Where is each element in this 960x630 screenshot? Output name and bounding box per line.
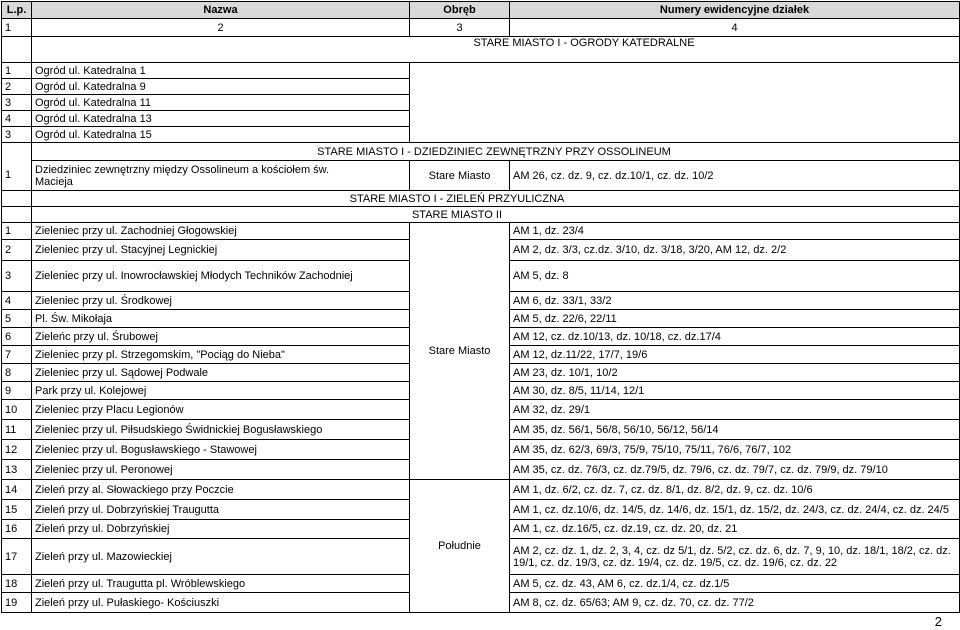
row-number: 11 [2, 420, 32, 440]
column-number: 3 [410, 19, 510, 37]
section-row [2, 37, 960, 63]
row-number: 2 [2, 79, 32, 95]
section-title: STARE MIASTO I - DZIEDZINIEC ZEWNĘTRZNY PRZY OSSOLINEUM [32, 143, 960, 161]
row-number: 4 [2, 111, 32, 127]
row-number: 1 [2, 161, 32, 191]
row-parcels: AM 5, dz. 22/6, 22/11 [510, 310, 960, 328]
row-parcels: AM 5, cz. dz. 43, AM 6, cz. dz.1/4, cz. dz.1/5 [510, 575, 960, 593]
row-number: 3 [2, 261, 32, 292]
row-parcels: AM 6, dz. 33/1, 33/2 [510, 292, 960, 310]
row-parcels: AM 1, cz. dz.10/6, dz. 14/5, dz. 14/6, dz. 15/1, dz. 15/2, dz. 24/3, cz. dz. 24/4, cz. dz. 24/5 [510, 500, 960, 520]
row-parcels: AM 35, dz. 62/3, 69/3, 75/9, 75/10, 75/11, 76/6, 76/7, 102 [510, 440, 960, 460]
page-number: 2 [934, 614, 942, 629]
parcels-table [1, 1, 960, 613]
header-parcels: Numery ewidencyjne działek [510, 2, 960, 19]
row-number: 5 [2, 310, 32, 328]
row-number: 8 [2, 364, 32, 382]
row-number: 17 [2, 539, 32, 575]
column-number: 2 [32, 19, 410, 37]
section-row [2, 191, 960, 207]
row-name: Park przy ul. Kolejowej [32, 382, 410, 400]
row-name: Zieleniec przy ul. Sądowej Podwale [32, 364, 410, 382]
header-name: Nazwa [32, 2, 410, 19]
column-number-row [2, 19, 960, 37]
row-parcels: AM 35, dz. 56/1, 56/8, 56/10, 56/12, 56/14 [510, 420, 960, 440]
row-number: 1 [2, 63, 32, 79]
row-name: Ogród ul. Katedralna 11 [32, 95, 410, 111]
row-number: 19 [2, 593, 32, 613]
row-parcels: AM 12, dz.11/22, 17/7, 19/6 [510, 346, 960, 364]
row-name: Ogród ul. Katedralna 9 [32, 79, 410, 95]
header-lp: L.p. [2, 2, 32, 19]
row-name: Zieleniec przy ul. Peronowej [32, 460, 410, 480]
precinct-stare-miasto: Stare Miasto [410, 223, 510, 480]
row-name: Dziedziniec zewnętrzny między Ossolineum a kościołem św. Macieja [32, 161, 410, 191]
row-number: 16 [2, 520, 32, 539]
row-name: Zieleńc przy ul. Śrubowej [32, 328, 410, 346]
section-title: STARE MIASTO I - ZIELEŃ PRZYULICZNA [32, 191, 960, 207]
row-number: 12 [2, 440, 32, 460]
row-name: Zieleniec przy pl. Strzegomskim, "Pociąg do Nieba" [32, 346, 410, 364]
section-row [2, 143, 960, 161]
row-name: Zieleniec przy ul. Stacyjnej Legnickiej [32, 240, 410, 261]
row-parcels: AM 30, dz. 8/5, 11/14, 12/1 [510, 382, 960, 400]
row-number: 1 [2, 223, 32, 240]
row-name: Zieleń przy al. Słowackiego przy Poczcie [32, 480, 410, 500]
row-parcels: AM 23, dz. 10/1, 10/2 [510, 364, 960, 382]
table-header-row [2, 2, 960, 19]
row-name: Zieleniec przy ul. Środkowej [32, 292, 410, 310]
row-parcels: AM 32, dz. 29/1 [510, 400, 960, 420]
row-name: Ogród ul. Katedralna 1 [32, 63, 410, 79]
column-number: 1 [2, 19, 32, 37]
row-number: 13 [2, 460, 32, 480]
row-precinct: Stare Miasto [410, 161, 510, 191]
section-row [2, 207, 960, 223]
row-parcels: AM 2, cz. dz. 1, dz. 2, 3, 4, cz. dz 5/1, dz. 5/2, cz. dz. 6, dz. 7, 9, 10, dz. 18/1, 18/2, cz. dz. 19/1, cz. dz. 19/3, cz. dz. 19/4, cz. dz. 19/5, cz. dz. 19/6, cz. dz. 22 [510, 539, 960, 575]
row-parcels: AM 1, dz. 6/2, cz. dz. 7, cz. dz. 8/1, dz. 8/2, dz. 9, cz. dz. 10/6 [510, 480, 960, 500]
row-name: Zieleniec przy ul. Bogusławskiego - Stawowej [32, 440, 410, 460]
row-name: Zieleń przy ul. Mazowieckiej [32, 539, 410, 575]
row-parcels: AM 5, dz. 8 [510, 261, 960, 292]
row-name: Ogród ul. Katedralna 13 [32, 111, 410, 127]
row-parcels: AM 26, cz. dz. 9, cz. dz.10/1, cz. dz. 10/2 [510, 161, 960, 191]
row-name: Zieleniec przy Placu Legionów [32, 400, 410, 420]
section-title: STARE MIASTO II [32, 207, 960, 223]
row-number: 7 [2, 346, 32, 364]
row-name: Zieleń przy ul. Dobrzyńskiej [32, 520, 410, 539]
row-number: 2 [2, 240, 32, 261]
row-parcels: AM 35, cz. dz. 76/3, cz. dz.79/5, dz. 79/6, cz. dz. 79/7, cz. dz. 79/9, dz. 79/10 [510, 460, 960, 480]
row-name: Zieleń przy ul. Dobrzyńskiej Traugutta [32, 500, 410, 520]
row-number: 10 [2, 400, 32, 420]
precinct-poludnie: Południe [410, 480, 510, 613]
row-number: 3 [2, 95, 32, 111]
row-name: Zieleniec przy ul. Zachodniej Głogowskiej [32, 223, 410, 240]
row-name: Zieleń przy ul. Traugutta pl. Wróblewskiego [32, 575, 410, 593]
header-precinct: Obręb [410, 2, 510, 19]
table-row [2, 63, 960, 79]
row-parcels: AM 12, cz. dz.10/13, dz. 10/18, cz. dz.17/4 [510, 328, 960, 346]
row-parcels: AM 1, cz. dz.16/5, cz. dz.19, cz. dz. 20, dz. 21 [510, 520, 960, 539]
row-number: 6 [2, 328, 32, 346]
row-number: 3 [2, 127, 32, 143]
column-number: 4 [510, 19, 960, 37]
table-row [2, 223, 960, 240]
row-number: 9 [2, 382, 32, 400]
row-name: Ogród ul. Katedralna 15 [32, 127, 410, 143]
table-row [2, 480, 960, 500]
row-parcels: AM 2, dz. 3/3, cz.dz. 3/10, dz. 3/18, 3/20, AM 12, dz. 2/2 [510, 240, 960, 261]
row-number: 4 [2, 292, 32, 310]
row-number: 14 [2, 480, 32, 500]
row-name: Pl. Św. Mikołaja [32, 310, 410, 328]
row-number: 18 [2, 575, 32, 593]
table-row [2, 161, 960, 191]
row-name: Zieleniec przy ul. Inowrocławskiej Młodych Techników Zachodniej [32, 261, 410, 292]
row-name: Zieleń przy ul. Pułaskiego- Kościuszki [32, 593, 410, 613]
row-number: 15 [2, 500, 32, 520]
section-title: STARE MIASTO I - OGRODY KATEDRALNE [32, 37, 960, 63]
row-parcels: AM 8, cz. dz. 65/63; AM 9, cz. dz. 70, cz. dz. 77/2 [510, 593, 960, 613]
row-parcels: AM 1, dz. 23/4 [510, 223, 960, 240]
row-name: Zieleniec przy ul. Piłsudskiego Świdnickiej Bogusławskiego [32, 420, 410, 440]
